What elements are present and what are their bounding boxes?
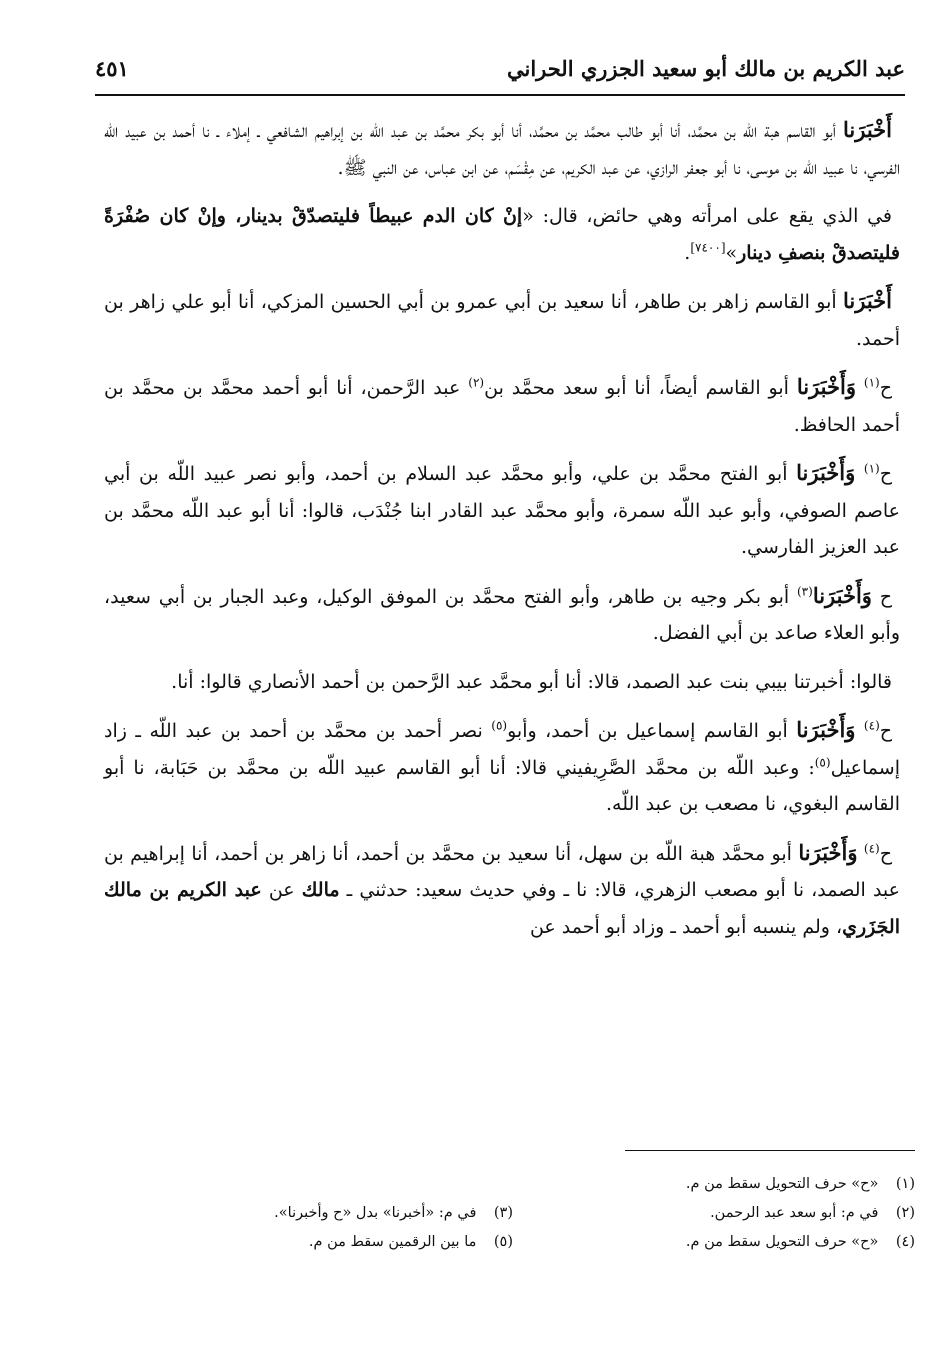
- text-run: ، ولم ينسبه أبو أحمد ـ وزاد أبو أحمد عن: [529, 915, 843, 938]
- text-run: في الذي يقع على امرأته وهي حائض، قال: «: [522, 205, 892, 227]
- text-run: قالوا: أخبرتنا بيبي بنت عبد الصمد، قالا: أنا أبو محمَّد عبد الرَّحمن بن أحمد الأنصاري قالوا: أنا.: [171, 670, 892, 693]
- text-run: ح: [871, 585, 892, 608]
- footnote-marker: (١): [863, 461, 880, 476]
- isnad-keyword: وَأَخْبَرَنا: [796, 374, 856, 399]
- footnote-1: [513, 1170, 915, 1199]
- footnote-number: (٥): [493, 1234, 513, 1250]
- text-run: [855, 720, 864, 742]
- text-run: »: [725, 241, 738, 264]
- text-run: : وعبد اللّه بن محمَّد الصَّرِيفيني قالا: أنا أبو القاسم عبيد اللّه بن محمَّد بن حَبَابة، نا أبو القاسم البغوي، نا مصعب بن عبد اللّه.: [104, 756, 900, 815]
- text-run: [856, 377, 864, 399]
- text-run: أبو بكر وجيه بن طاهر، وأبو الفتح محمَّد بن الموفق الوكيل، وعبد الجبار بن أبي سعيد، وأبو العلاء صاعد بن أبي الفضل.: [104, 585, 900, 644]
- paragraph: [104, 712, 900, 823]
- text-run: أبو محمَّد هبة اللّه بن سهل، أنا سعيد بن محمَّد بن أحمد، أنا زاهر بن أحمد، أنا إبراهيم بن عبد الصمد، نا أبو مصعب الزهري، قالا: نا ـ وفي حديث سعيد: حدثني ـ: [104, 842, 900, 901]
- page-number: ٤٥١: [95, 56, 129, 81]
- isnad-keyword: أَخْبَرَنا: [843, 117, 892, 142]
- footnote-text: في م: أبو سعد عبد الرحمن.: [710, 1205, 879, 1221]
- paragraph: [104, 664, 900, 701]
- paragraph: [104, 198, 900, 271]
- footnote-text: في م: «أخبرنا» بدل «ح وأخبرنا».: [274, 1205, 477, 1221]
- isnad-keyword: وَأَخْبَرَنا: [796, 460, 856, 485]
- bold-text: عبد الكريم بن مالك الجَزَري: [104, 879, 900, 938]
- text-run: ح: [879, 842, 892, 865]
- text-run: أبو الفتح محمَّد بن علي، وأبو محمَّد عبد السلام بن أحمد، وأبو نصر عبيد اللّه بن أبي عاصم الصوفي، وأبو عبد اللّه سمرة، وأبو محمَّد عبد القادر ابنا جُنْدَب، قالوا: أنا أبو عبد اللّه محمَّد بن عبد العزيز الفارسي.: [104, 463, 900, 558]
- footnote-text: ما بين الرقمين سقط من م.: [308, 1234, 477, 1250]
- text-run: أبو القاسم أيضاً، أنا أبو سعد محمَّد بن: [484, 377, 797, 399]
- footnote-number: (٤): [895, 1234, 915, 1250]
- footnote-3: [111, 1199, 513, 1228]
- footnote-text: «ح» حرف التحويل سقط من م.: [685, 1176, 879, 1192]
- footnote-marker: (٣): [796, 584, 813, 599]
- footnote-marker: (١): [863, 375, 880, 390]
- footnotes: [110, 1170, 915, 1257]
- footnote-marker: (٥): [491, 718, 508, 733]
- footnote-marker: (٢): [468, 375, 485, 390]
- text-run: [855, 463, 864, 485]
- footnote-separator: [625, 1150, 915, 1151]
- paragraph: [104, 283, 900, 357]
- isnad-keyword: وَأَخْبَرَنا: [812, 582, 872, 608]
- footnote-5: [111, 1228, 513, 1257]
- footnote-empty: [111, 1170, 513, 1199]
- footnote-marker: (٤): [863, 718, 880, 733]
- footnote-marker: (٥): [814, 755, 831, 770]
- text-run: .: [684, 241, 691, 264]
- main-text: [104, 112, 900, 957]
- paragraph: [104, 835, 900, 946]
- isnad-keyword: وَأَخْبَرَنا: [796, 717, 856, 742]
- isnad-keyword: وَأَخْبَرَنا: [798, 839, 858, 865]
- text-run: ح: [879, 720, 893, 742]
- page-header: [95, 50, 905, 96]
- running-title: عبد الكريم بن مالك أبو سعيد الجزري الحراني: [506, 56, 905, 81]
- paragraph: [104, 112, 900, 186]
- isnad-keyword: أَخْبَرَنا: [843, 288, 892, 313]
- footnote-number: (٣): [493, 1205, 513, 1221]
- text-run: ح: [879, 463, 892, 485]
- text-run: عن: [261, 879, 302, 901]
- footnote-marker: (٤): [863, 841, 880, 856]
- footnote-row: [110, 1170, 915, 1199]
- footnote-row: [110, 1228, 915, 1257]
- text-run: أبو القاسم زاهر بن طاهر، أنا سعيد بن أبي عمرو بن أبي الحسين المزكي، أنا أبو علي زاهر بن أحمد.: [104, 291, 900, 350]
- text-run: أبو القاسم هبة اللّه بن محمَّد، أنا أبو طالب محمَّد بن محمَّد، أنا أبو بكر محمَّد بن عبد اللّه بن إبراهيم الشافعي ـ إملاء ـ نا أحمد بن عبيد اللّه الفرسي، نا عبيد اللّه بن موسى، نا أبو جعفر الرازي، عن عبد الكريم، عن مِقْسَم، عن ابن عباس، عن النبي ﷺ.: [104, 120, 900, 179]
- footnote-4: [513, 1228, 915, 1257]
- text-run: عبد الرَّحمن، أنا أبو أحمد محمَّد بن محمَّد بن أحمد الحافظ.: [104, 377, 900, 436]
- paragraph: [104, 369, 900, 443]
- footnote-text: «ح» حرف التحويل سقط من م.: [685, 1234, 879, 1250]
- footnote-row: [110, 1199, 915, 1228]
- paragraph: [104, 455, 900, 566]
- footnote-marker: [٧٤٠٠]: [690, 240, 726, 255]
- bold-text: إنْ كان الدم عبيطاً فليتصدّقْ بدينار، وإنْ كان صُفْرَةً فليتصدقْ بنصفِ دينار: [104, 205, 900, 264]
- footnote-number: (٢): [895, 1205, 915, 1221]
- footnote-number: (١): [895, 1176, 915, 1192]
- text-run: أبو القاسم إسماعيل بن أحمد، وأبو: [507, 720, 797, 742]
- text-run: ح: [879, 377, 892, 399]
- bold-text: مالك: [301, 879, 340, 901]
- text-run: نصر أحمد بن محمَّد بن أحمد بن عبد اللّه ـ زاد إسماعيل: [104, 720, 900, 779]
- paragraph: [104, 578, 900, 652]
- footnote-2: [513, 1199, 915, 1228]
